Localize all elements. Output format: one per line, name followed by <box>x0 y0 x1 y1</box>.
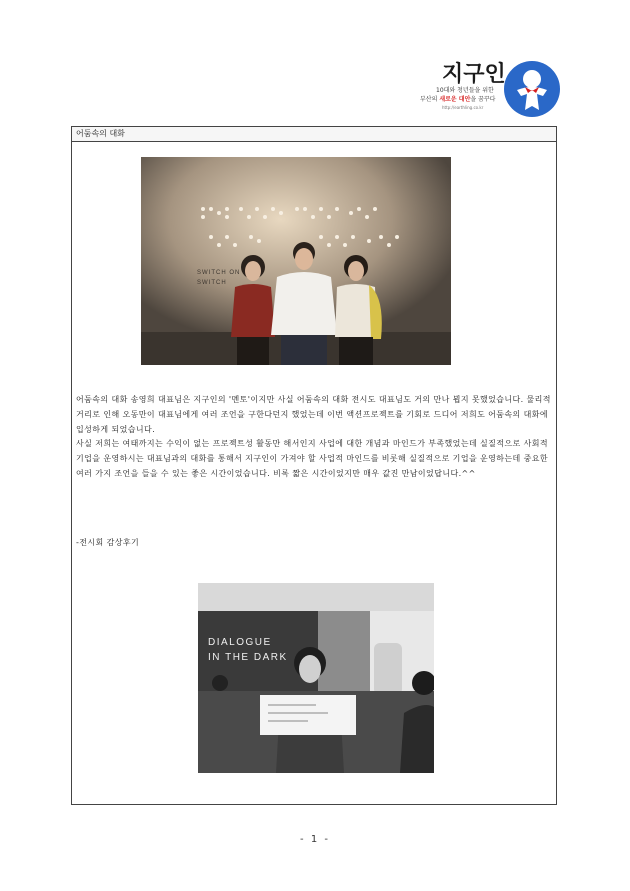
logo-title: 지구인 <box>442 61 506 86</box>
logo-tagline-2: 부산의 새로운 대안을 꿈꾸다 <box>420 96 496 103</box>
exhibition-photo <box>198 583 434 773</box>
logo-url: http://earthling.co.kr <box>442 105 484 110</box>
group-photo <box>141 157 451 365</box>
content-box <box>71 126 557 805</box>
wall-text-2: SWITCH <box>197 280 227 286</box>
wall-text-1: SWITCH ON <box>197 270 241 276</box>
paragraph-2: 사실 저희는 여태까지는 수익이 없는 프로젝트성 활동만 해서인지 사업에 대한 개념과 마인드가 부족했었는데 실질적으로 사회적기업을 운영하시는 대표님과의 대화를 통해서 지구인이 가져야 할 사업적 마인드를 비롯해 실질적으로 기업을 운영하는데 중요한 여러 가지 조언을 들을 수 있는 좋은 시간이었습니다. 비록 짧은 시간이었지만 매우 값진 만남이었답니다.^^ <box>76 439 548 478</box>
logo <box>420 55 560 125</box>
page-number: - 1 - <box>300 834 330 845</box>
section-title: 어둠속의 대화 <box>72 127 556 142</box>
mascot-icon <box>503 60 561 118</box>
paragraph-1: 어둠속의 대화 송영희 대표님은 지구인의 '멘토'이지만 사실 어둠속의 대화 전시도 대표님도 거의 만나 뵙지 못했었습니다. 물리적 거리로 인해 오동만이 대표님에게 여러 조언을 구한다던지 했었는데 이번 액션프로젝트를 기회로 드디어 저희도 어둠속의 대화에 입성하게 되었습니다. <box>76 395 551 434</box>
sign-text-1: DIALOGUE <box>208 637 272 648</box>
caption: -전시회 감상후기 <box>76 538 140 547</box>
logo-highlight: 새로운 대안 <box>439 96 471 103</box>
logo-tagline-1: 10대와 청년들을 위한 <box>436 87 494 94</box>
sign-text-2: IN THE DARK <box>208 652 288 663</box>
